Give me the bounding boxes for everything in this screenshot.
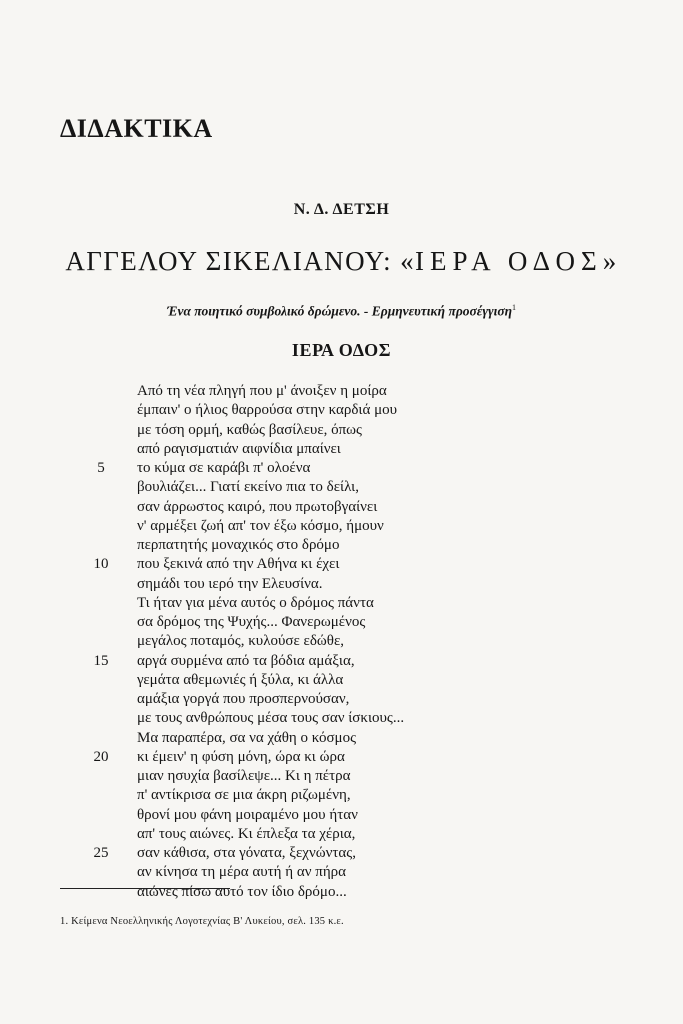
poem-line-text: περπατητής μοναχικός στο δρόμο (137, 537, 340, 553)
poem-line-text: μεγάλος ποταμός, κυλούσε εδώθε, (137, 633, 345, 650)
poem-line-text: γεμάτα αθεμωνιές ή ξύλα, κι άλλα (137, 671, 344, 688)
poem-line (86, 613, 486, 632)
author-name: Ν. Δ. ΔΕΤΣΗ (293, 201, 390, 218)
article-title-part1: ΑΓΓΕΛΟΥ ΣΙΚΕΛΙΑΝΟΥ: « (65, 246, 416, 276)
poem-line (86, 632, 486, 651)
poem-line (86, 382, 486, 401)
poem-line (86, 517, 486, 536)
footnote: 1. Κείμενα Νεοελληνικής Λογοτεχνίας Β' Λυκείου, σελ. 135 κ.ε. (60, 916, 344, 927)
poem-line-text: κι έμειν' η φύση μόνη, ώρα κι ώρα (137, 748, 345, 765)
poem-line (86, 555, 486, 574)
poem-line (86, 421, 486, 440)
poem-line-text: με τόση ορμή, καθώς βασίλευε, όπως (137, 421, 362, 438)
poem-line-text: π' αντίκρισα σε μια άκρη ριζωμένη, (137, 787, 351, 804)
poem-line (86, 767, 486, 786)
poem-line-text: σα δρόμος της Ψυχής... Φανερωμένος (137, 614, 366, 630)
poem-line (86, 729, 486, 748)
poem-line-text: Τι ήταν για μένα αυτός ο δρόμος πάντα (137, 594, 374, 611)
poem-line (86, 594, 486, 613)
poem-line-text: θρονί μου φάνη μοιραμένο μου ήταν (137, 806, 358, 823)
poem-line (86, 671, 486, 690)
poem-line-text: σημάδι του ιερό την Ελευσίνα. (137, 575, 323, 592)
line-number: 25 (93, 845, 109, 861)
article-subtitle (0, 303, 683, 320)
line-number: 5 (97, 460, 105, 476)
poem-line (86, 883, 486, 902)
footnote-mark: 1 (512, 303, 517, 312)
poem-line-text: μιαν ησυχία βασίλεψε... Κι η πέτρα (137, 768, 351, 784)
poem-line (86, 825, 486, 844)
poem-line-text: αν κίνησα τη μέρα αυτή ή αν πήρα (137, 864, 347, 881)
poem-line (86, 575, 486, 594)
article-title-poem-name: ΙΕΡΑ ΟΔΟΣ (415, 246, 603, 276)
poem-line (86, 863, 486, 882)
poem-line-text: Από τη νέα πληγή που μ' άνοιξεν η μοίρα (137, 383, 387, 399)
poem-line-text: αιώνες πίσω αυτό τον ίδιο δρόμο... (137, 883, 347, 900)
poem-line-text: σαν άρρωστος καιρό, που πρωτοβγαίνει (137, 498, 378, 515)
poem-line-text: ν' αρμέξει ζωή απ' τον έξω κόσμο, ήμουν (137, 517, 384, 534)
poem-line (86, 709, 486, 728)
poem-line-text: αργά συρμένα από τα βόδια αμάξια, (137, 652, 355, 669)
footnote-divider (60, 888, 230, 889)
article-title (0, 246, 683, 277)
poem-line (86, 459, 486, 478)
poem-line (86, 652, 486, 671)
poem-line (86, 498, 486, 517)
article-title-part3: » (602, 246, 618, 276)
poem-line (86, 806, 486, 825)
section-title: ΔΙΔΑΚΤΙΚΑ (60, 114, 213, 143)
line-number: 20 (93, 748, 109, 765)
poem-line-text: το κύμα σε καράβι π' ολοένα (137, 460, 311, 476)
line-number: 10 (93, 556, 109, 573)
poem-line-text: βουλιάζει... Γιατί εκείνο πια το δείλι, (137, 479, 359, 496)
poem-line (86, 440, 486, 459)
poem-line-text: απ' τους αιώνες. Κι έπλεξα τα χέρια, (137, 825, 356, 842)
poem-line (86, 478, 486, 497)
poem-line (86, 844, 486, 863)
poem-line (86, 786, 486, 805)
poem-line-text: σαν κάθισα, στα γόνατα, ξεχνώντας, (137, 845, 356, 861)
poem-line-text: αμάξια γοργά που προσπερνούσαν, (137, 691, 350, 707)
poem-line-text: από ραγισματιάν αιφνίδια μπαίνει (137, 440, 341, 457)
poem-line-text: με τους ανθρώπους μέσα τους σαν ίσκιους... (137, 710, 405, 727)
poem-line (86, 748, 486, 767)
poem-line-text: Μα παραπέρα, σα να χάθη ο κόσμος (137, 729, 357, 746)
poem-line-text: έμπαιν' ο ήλιος θαρρούσα στην καρδιά μου (137, 402, 398, 419)
line-number: 15 (93, 652, 109, 669)
poem-line (86, 536, 486, 555)
poem-line (86, 690, 486, 709)
subtitle-text: Ένα ποιητικό συμβολικό δρώμενο. - Ερμηνευτική προσέγγιση (166, 303, 513, 319)
poem-line-text: που ξεκινά από την Αθήνα κι έχει (137, 556, 340, 573)
poem-title: ΙΕΡΑ ΟΔΟΣ (291, 340, 392, 360)
poem-text (86, 382, 486, 902)
poem-line (86, 401, 486, 420)
